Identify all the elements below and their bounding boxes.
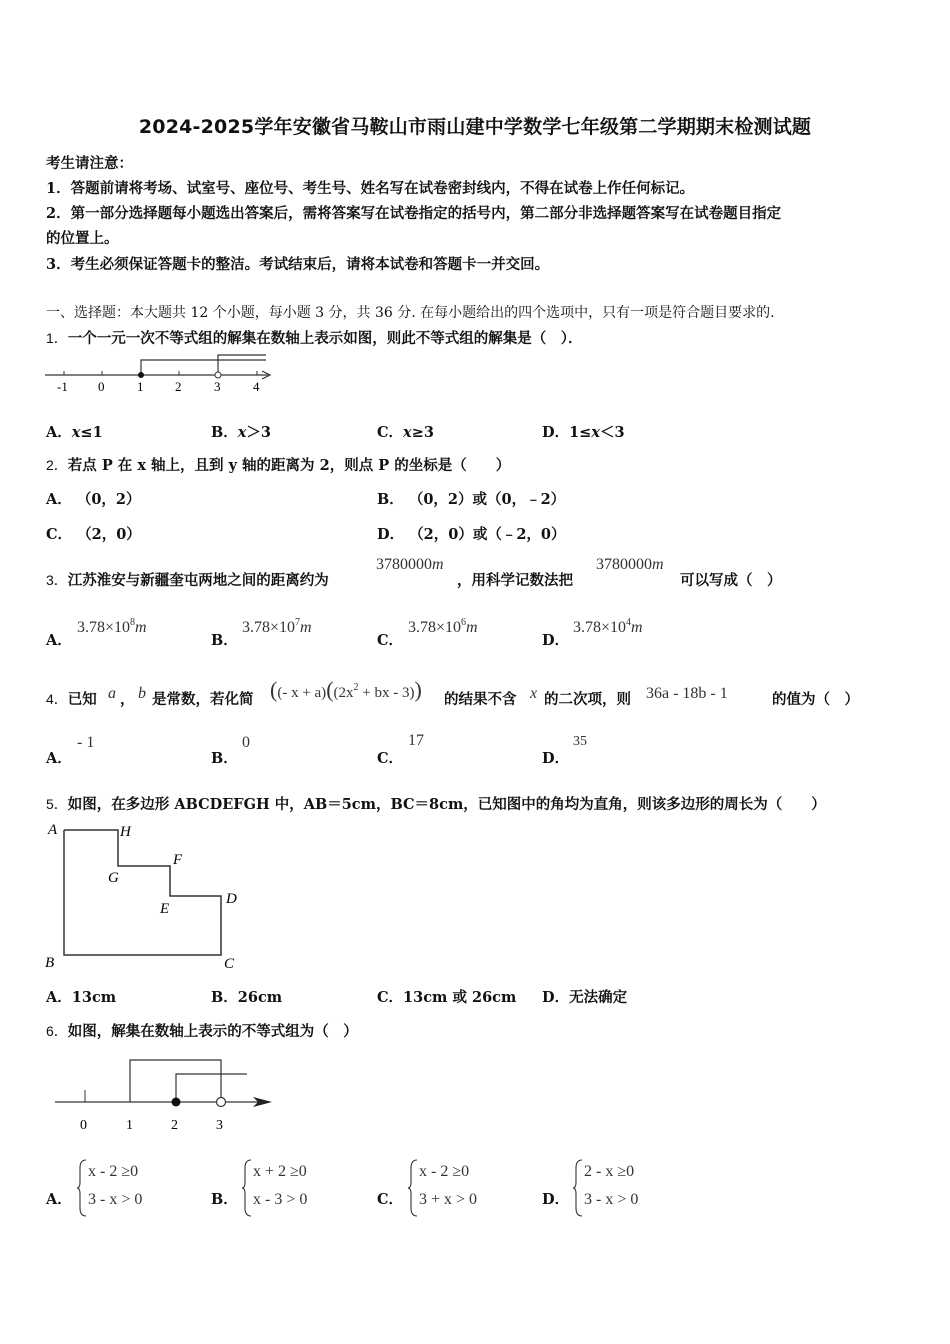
option-d-label[interactable]: D．	[542, 632, 570, 649]
question-6	[46, 1020, 358, 1041]
vertex-label: F	[173, 852, 183, 868]
option-a[interactable]: A．x≤1	[46, 424, 103, 441]
question-3: 3．江苏淮安与新疆奎屯两地之间的距离约为	[46, 572, 329, 589]
option-b[interactable]: B． （0，2）或（0，﹣2）	[377, 491, 566, 508]
axis-label: 1	[137, 379, 144, 394]
option-b-label[interactable]: B．	[211, 632, 238, 649]
question-text: 如图，解集在数轴上表示的不等式组为（ ）	[67, 1023, 358, 1040]
expression: 36a - 18b - 1	[646, 685, 728, 702]
open-point	[215, 372, 221, 378]
closed-point	[172, 1098, 181, 1107]
axis-label: 4	[253, 379, 260, 394]
notice-item: 的位置上。	[46, 230, 119, 247]
option-a[interactable]: A． （0，2）	[46, 491, 141, 508]
option-a-label[interactable]: A．	[46, 632, 72, 649]
question-number: 6．	[46, 1023, 68, 1039]
option-a[interactable]: A．13cm	[46, 989, 117, 1006]
option-b-label[interactable]: B．	[211, 1191, 238, 1208]
var-a: a	[108, 685, 116, 702]
axis-label: 3	[216, 1118, 223, 1133]
expression: ((- $x + a)((2x^2$ + bx - 3))	[270, 677, 422, 702]
solution-bracket-1	[141, 360, 266, 375]
option-c[interactable]: C．x≥3	[377, 424, 434, 441]
axis-label: 1	[126, 1118, 133, 1133]
polygon-figure	[40, 818, 250, 973]
question-number: 2．	[46, 457, 68, 473]
section-heading: 一、选择题：本大题共 12 个小题，每小题 3 分，共 36 分. 在每小题给出的四个选项中，只有一项是符合题目要求的.	[46, 305, 775, 321]
axis-label: 0	[80, 1118, 87, 1133]
question-1	[46, 327, 583, 348]
vertex-label: D	[226, 891, 237, 907]
option-b-label[interactable]: B．	[211, 750, 238, 767]
brace-icon	[241, 1158, 253, 1218]
option-a-value[interactable]: - 1	[77, 734, 95, 751]
vertex-label: G	[108, 870, 119, 886]
number-line-figure	[50, 1052, 280, 1137]
option-d-label[interactable]: D．	[542, 1191, 570, 1208]
polygon-outline	[64, 830, 221, 955]
question-text: 一个一元一次不等式组的解集在数轴上表示如图，则此不等式组的解集是（ ）．	[67, 330, 583, 347]
option-d[interactable]: D． （2，0）或（﹣2，0）	[377, 526, 566, 543]
solution-bracket-2	[218, 355, 266, 375]
distance-value: 3780000m	[376, 556, 444, 573]
option-d-value[interactable]: 35	[573, 734, 587, 749]
option-a-system[interactable]: x - 2 ≥0 3 - x > 0	[88, 1163, 143, 1208]
option-d-value[interactable]: $3.78\times 10^4m$	[573, 617, 643, 636]
question-text: ，用科学记数法把	[457, 572, 573, 589]
brace-icon	[76, 1158, 88, 1218]
axis-label: 3	[214, 379, 221, 394]
option-c-label[interactable]: C．	[377, 632, 404, 649]
question-5	[46, 793, 826, 814]
closed-point	[138, 372, 144, 378]
vertex-label: B	[45, 955, 55, 971]
option-d-label[interactable]: D．	[542, 750, 570, 767]
question-text: 可以写成（ ）	[680, 572, 782, 589]
question-number: 5．	[46, 796, 68, 812]
option-a-label[interactable]: A．	[46, 1191, 72, 1208]
vertex-label: H	[120, 824, 131, 840]
option-c-value[interactable]: $3.78\times 10^6m$	[408, 617, 478, 636]
option-b[interactable]: B．26cm	[211, 989, 283, 1006]
notice-heading: 考生请注意：	[46, 155, 133, 172]
axis-label: -1	[57, 379, 68, 394]
option-d[interactable]: D．1≤x＜3	[542, 424, 625, 441]
question-2	[46, 454, 510, 475]
option-c-label[interactable]: C．	[377, 750, 404, 767]
vertex-label: A	[48, 822, 58, 838]
option-d[interactable]: D．无法确定	[542, 989, 628, 1006]
brace-icon	[407, 1158, 419, 1218]
option-c-label[interactable]: C．	[377, 1191, 404, 1208]
question-text: 若点 P 在 x 轴上，且到 y 轴的距离为 2，则点 P 的坐标是（ ）	[67, 457, 511, 474]
option-d-system[interactable]: 2 - x ≥0 3 - x > 0	[584, 1163, 639, 1208]
question-number: 4．	[46, 691, 68, 707]
number-line-figure	[40, 350, 280, 395]
notice-item: 3．考生必须保证答题卡的整洁。考试结束后，请将本试卷和答题卡一并交回。	[46, 256, 550, 273]
question-number: 3．	[46, 572, 68, 588]
option-c-value[interactable]: 17	[408, 732, 424, 749]
notice-item: 1．答题前请将考场、试室号、座位号、考生号、姓名写在试卷密封线内，不得在试卷上作任何标记。	[46, 180, 695, 197]
option-b-value[interactable]: $3.78\times 10^7m$	[242, 617, 312, 636]
vertex-label: E	[160, 901, 170, 917]
option-b-value[interactable]: 0	[242, 734, 250, 751]
vertex-label: C	[224, 956, 235, 972]
option-a-label[interactable]: A．	[46, 750, 72, 767]
option-c-system[interactable]: x - 2 ≥0 3 + x > 0	[419, 1163, 478, 1208]
option-b-system[interactable]: x + 2 ≥0 x - 3 > 0	[253, 1163, 308, 1208]
option-a-value[interactable]: $3.78\times 10^8m$	[77, 617, 147, 636]
distance-value: 3780000m	[596, 556, 664, 573]
question-number: 1．	[46, 330, 68, 346]
option-c[interactable]: C． （2，0）	[46, 526, 141, 543]
question-4: 4．已知	[46, 691, 97, 708]
axis-label: 2	[175, 379, 182, 394]
brace-icon	[572, 1158, 584, 1218]
question-text: 如图，在多边形 ABCDEFGH 中，AB＝5cm，BC＝8cm，已知图中的角均为直角，则该多边形的周长为（ ）	[67, 796, 826, 813]
open-point	[217, 1098, 226, 1107]
solution-bracket-2	[176, 1074, 247, 1102]
option-b[interactable]: B．x＞3	[211, 424, 272, 441]
var-b: b	[138, 685, 146, 702]
axis-label: 2	[171, 1118, 178, 1133]
var-x: x	[530, 685, 538, 702]
page-title: 2024-2025学年安徽省马鞍山市雨山建中学数学七年级第二学期期末检测试题	[138, 116, 812, 138]
notice-item: 2．第一部分选择题每小题选出答案后，需将答案写在试卷指定的括号内，第二部分非选择题答案写在试卷题目指定	[46, 205, 782, 222]
option-c[interactable]: C．13cm 或 26cm	[377, 989, 517, 1006]
axis-label: 0	[98, 379, 105, 394]
